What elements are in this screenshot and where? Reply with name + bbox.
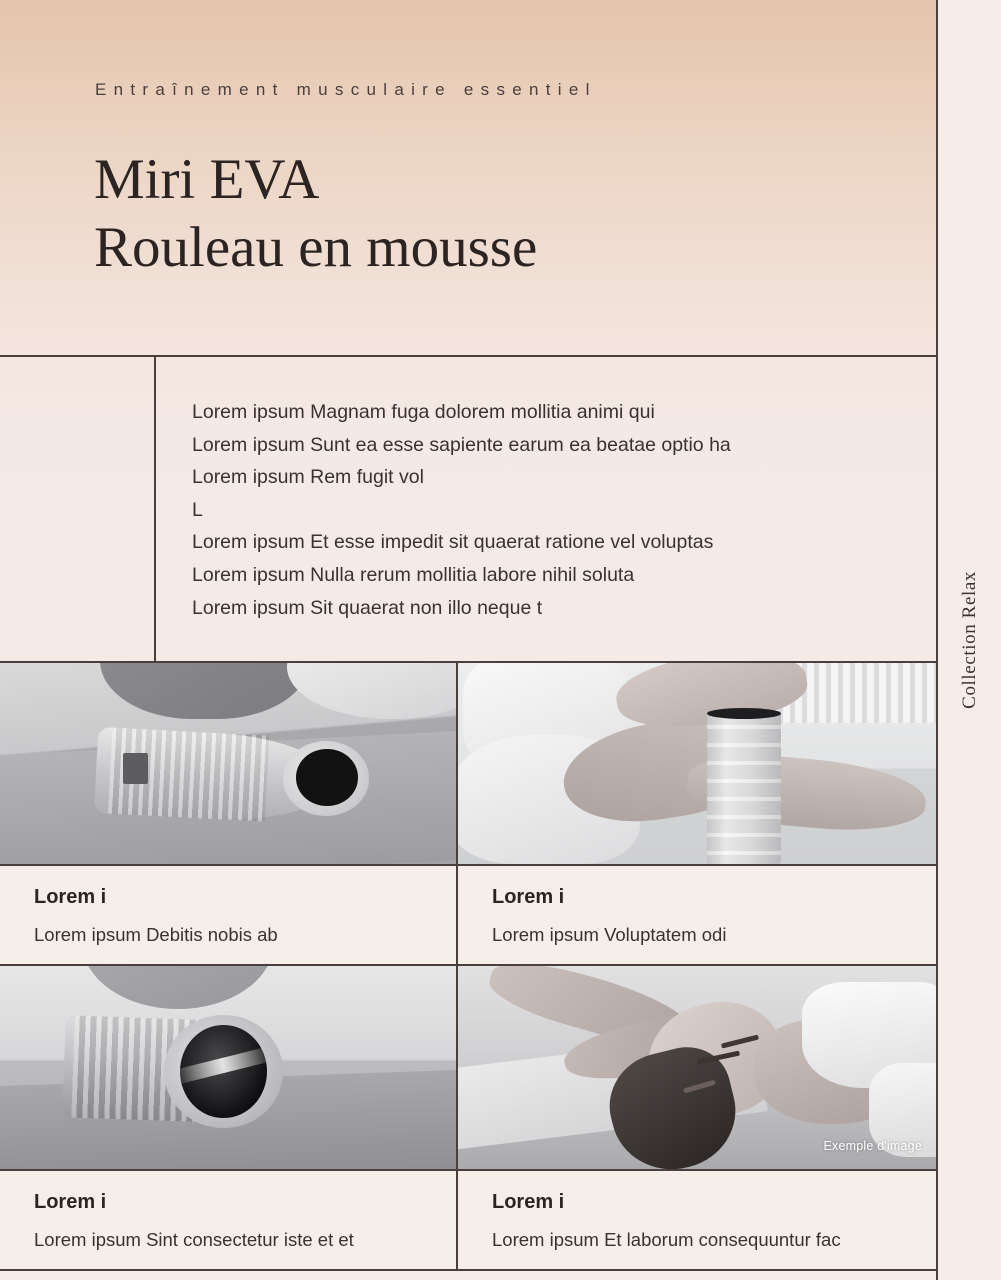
photo-foam-roller-on-mat xyxy=(0,663,456,866)
intro-line: Lorem ipsum Et esse impedit sit quaerat ratione vel voluptas xyxy=(192,531,714,554)
intro-line: Lorem ipsum Rem fugit vol xyxy=(192,466,424,489)
caption-text: Lorem ipsum Debitis nobis ab xyxy=(34,924,278,945)
intro-band xyxy=(0,355,936,663)
gallery-row xyxy=(0,663,936,966)
caption-title: Lorem i xyxy=(34,1191,107,1213)
caption-text: Lorem ipsum Voluptatem odi xyxy=(492,924,727,945)
intro-text-block xyxy=(156,357,936,661)
caption-title: Lorem i xyxy=(34,886,107,908)
caption-title: Lorem i xyxy=(492,1191,565,1213)
page-title-line-2: Rouleau en mousse xyxy=(94,216,538,279)
gallery-cell xyxy=(458,966,936,1271)
gallery-row xyxy=(0,966,936,1271)
caption-text: Lorem ipsum Sint consectetur iste et et xyxy=(34,1229,354,1250)
intro-line: Lorem ipsum Sit quaerat non illo neque t xyxy=(192,596,543,619)
gallery-caption xyxy=(0,1171,456,1271)
gallery-cell xyxy=(0,663,458,966)
gallery-caption xyxy=(458,866,936,966)
intro-line: Lorem ipsum Nulla rerum mollitia labore nihil soluta xyxy=(192,563,635,586)
intro-gutter xyxy=(0,357,156,661)
page-header xyxy=(0,0,936,355)
intro-line: Lorem ipsum Sunt ea esse sapiente earum ea beatae optio ha xyxy=(192,433,731,456)
eyebrow-text: Entraînement musculaire essentiel xyxy=(95,80,597,99)
page-title xyxy=(94,146,537,282)
caption-text: Lorem ipsum Et laborum consequuntur fac xyxy=(492,1229,841,1250)
intro-line: L xyxy=(192,498,203,521)
gallery-cell xyxy=(0,966,458,1271)
intro-line: Lorem ipsum Magnam fuga dolorem mollitia animi qui xyxy=(192,401,655,423)
photo-woman-lying-on-mat-arms-overhead xyxy=(458,966,936,1171)
page-title-line-1: Miri EVA xyxy=(94,148,320,211)
caption-title: Lorem i xyxy=(492,886,565,908)
photo-foam-roller-closeup-textured-end xyxy=(0,966,456,1171)
gallery-caption xyxy=(458,1171,936,1271)
gallery-caption xyxy=(0,866,456,966)
image-watermark: Exemple d'image xyxy=(823,1139,922,1153)
collection-label-text: Collection Relax xyxy=(958,571,980,709)
gallery-cell xyxy=(458,663,936,966)
photo-woman-seated-with-upright-roller xyxy=(458,663,936,866)
collection-label xyxy=(938,0,1001,1280)
gallery-grid xyxy=(0,663,936,1280)
